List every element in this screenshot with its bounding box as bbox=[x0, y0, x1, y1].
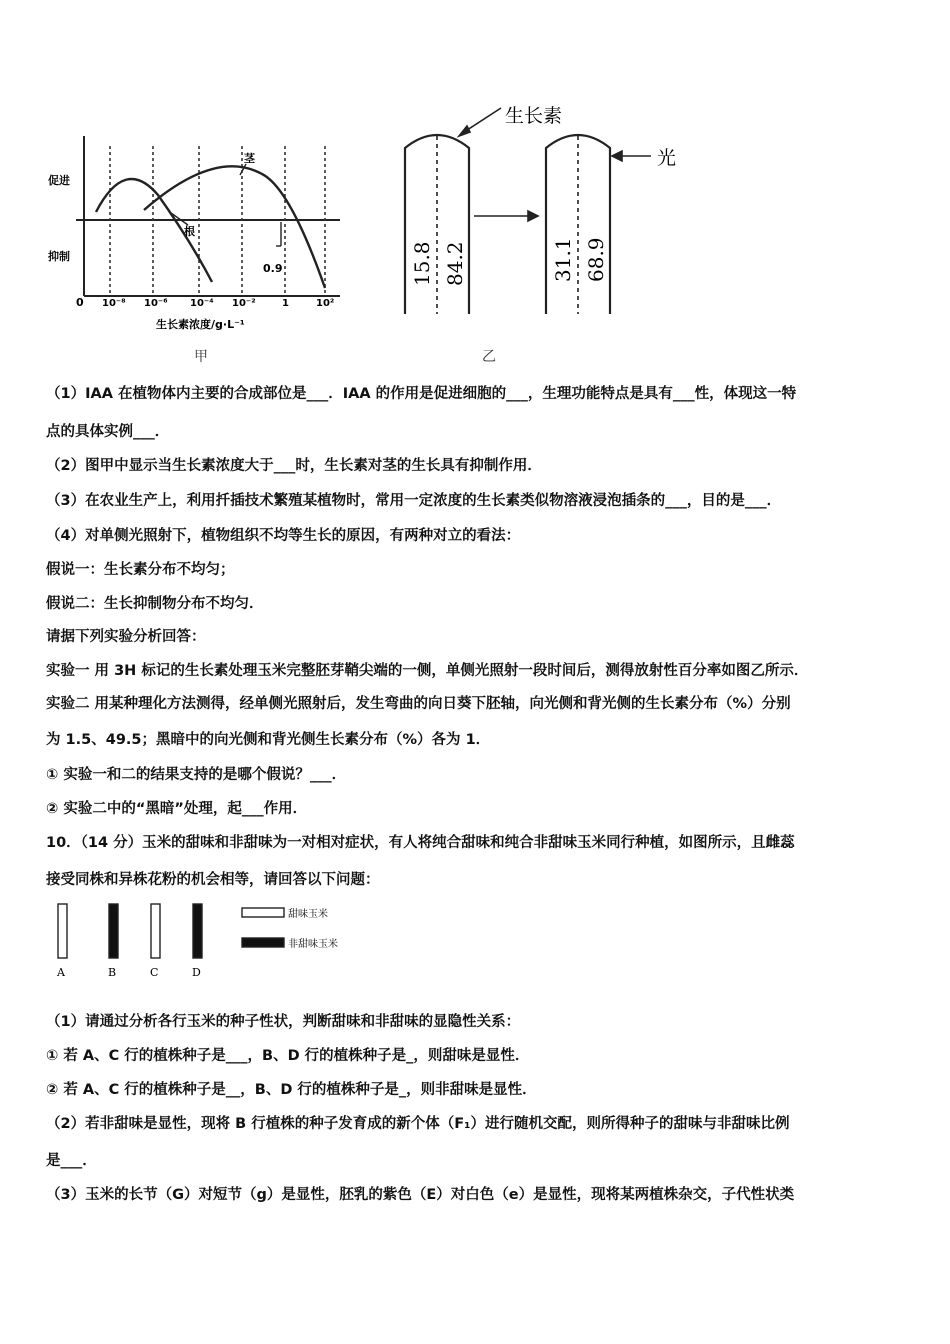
figure-jia-graph bbox=[40, 128, 360, 338]
text-line: ② 若 A、C 行的植株种子是__，B、D 行的植株种子是_，则非甜味是显性． bbox=[46, 1082, 537, 1098]
y-label-promote: 促进 bbox=[48, 174, 70, 187]
x-tick-1: 10⁻⁸ bbox=[102, 298, 126, 309]
text-line: 假说一：生长素分布不均匀； bbox=[46, 562, 235, 578]
row-label-b: B bbox=[108, 966, 117, 979]
text-line: 请据下列实验分析回答： bbox=[46, 629, 206, 645]
row-label-a: A bbox=[57, 966, 65, 979]
curve-label-stem: 茎 bbox=[244, 152, 255, 165]
curve-label-root: 根 bbox=[184, 225, 195, 238]
text-line: 假说二：生长抑制物分布不均匀． bbox=[46, 596, 264, 612]
figure-corn-rows bbox=[50, 898, 370, 984]
left-value-1: 15.8 bbox=[410, 241, 434, 286]
x-tick-4: 10⁻² bbox=[232, 298, 256, 309]
text-line: 为 1.5、49.5；黑暗中的向光侧和背光侧生长素分布（%）各为 1． bbox=[46, 732, 491, 748]
marker-value: 0.9 bbox=[263, 262, 283, 275]
text-line: ② 实验二中的“黑暗”处理，起___作用． bbox=[46, 801, 308, 817]
x-tick-3: 10⁻⁴ bbox=[190, 298, 214, 309]
axis-origin: 0 bbox=[76, 296, 84, 309]
text-line: （4）对单侧光照射下，植物组织不均等生长的原因，有两种对立的看法： bbox=[46, 528, 521, 544]
text-line: ① 实验一和二的结果支持的是哪个假说？___． bbox=[46, 767, 347, 783]
text-line: 实验二 用某种理化方法测得，经单侧光照射后，发生弯曲的向日葵下胚轴，向光侧和背光侧的生长素分布（%）分别 bbox=[46, 696, 791, 712]
text-line: 是___． bbox=[46, 1153, 97, 1169]
text-line: （1）IAA 在植物体内主要的合成部位是___．IAA 的作用是促进细胞的___，生理功能特点是具有___性，体现这一特 bbox=[46, 386, 797, 402]
x-tick-5: 1 bbox=[282, 298, 289, 309]
text-line: （2）若非甜味是显性，现将 B 行植株的种子发育成的新个体（F₁）进行随机交配，则所得种子的甜味与非甜味比例 bbox=[46, 1116, 790, 1132]
label-light: 光 bbox=[657, 147, 677, 169]
text-line: （2）图甲中显示当生长素浓度大于___时，生长素对茎的生长具有抑制作用． bbox=[46, 458, 542, 474]
x-tick-6: 10² bbox=[316, 298, 335, 309]
text-line: 接受同株和异株花粉的机会相等，请回答以下问题： bbox=[46, 872, 380, 888]
figure-yi-diagram bbox=[395, 92, 695, 322]
text-line: （3）玉米的长节（G）对短节（g）是显性，胚乳的紫色（E）对白色（e）是显性，现将某两植株杂交，子代性状类 bbox=[46, 1187, 795, 1203]
text-line: ① 若 A、C 行的植株种子是___，B、D 行的植株种子是_，则甜味是显性． bbox=[46, 1048, 530, 1064]
figure-jia-caption: 甲 bbox=[194, 349, 208, 365]
left-value-2: 84.2 bbox=[443, 241, 467, 286]
legend-sweet: 甜味玉米 bbox=[288, 909, 328, 920]
right-value-2: 68.9 bbox=[584, 237, 608, 282]
text-line: 实验一 用 3H 标记的生长素处理玉米完整胚芽鞘尖端的一侧，单侧光照射一段时间后，测得放射性百分率如图乙所示． bbox=[46, 663, 809, 679]
figure-yi-caption: 乙 bbox=[482, 349, 496, 365]
x-tick-2: 10⁻⁶ bbox=[144, 298, 168, 309]
label-auxin: 生长素 bbox=[505, 105, 563, 127]
row-label-d: D bbox=[192, 966, 201, 979]
text-line: 点的具体实例___． bbox=[46, 424, 170, 440]
text-line: 10．（14 分）玉米的甜味和非甜味为一对相对症状，有人将纯合甜味和纯合非甜味玉米同行种植，如图所示，且雌蕊 bbox=[46, 835, 795, 851]
text-line: （1）请通过分析各行玉米的种子性状，判断甜味和非甜味的显隐性关系： bbox=[46, 1014, 521, 1030]
legend-nonsweet: 非甜味玉米 bbox=[288, 939, 338, 950]
text-line: （3）在农业生产上，利用扦插技术繁殖某植物时，常用一定浓度的生长素类似物溶液浸泡插条的___，目的是___． bbox=[46, 493, 782, 509]
x-axis-title: 生长素浓度/g·L⁻¹ bbox=[156, 318, 245, 331]
right-value-1: 31.1 bbox=[551, 237, 575, 282]
row-label-c: C bbox=[150, 966, 159, 979]
y-label-inhibit: 抑制 bbox=[48, 250, 70, 263]
